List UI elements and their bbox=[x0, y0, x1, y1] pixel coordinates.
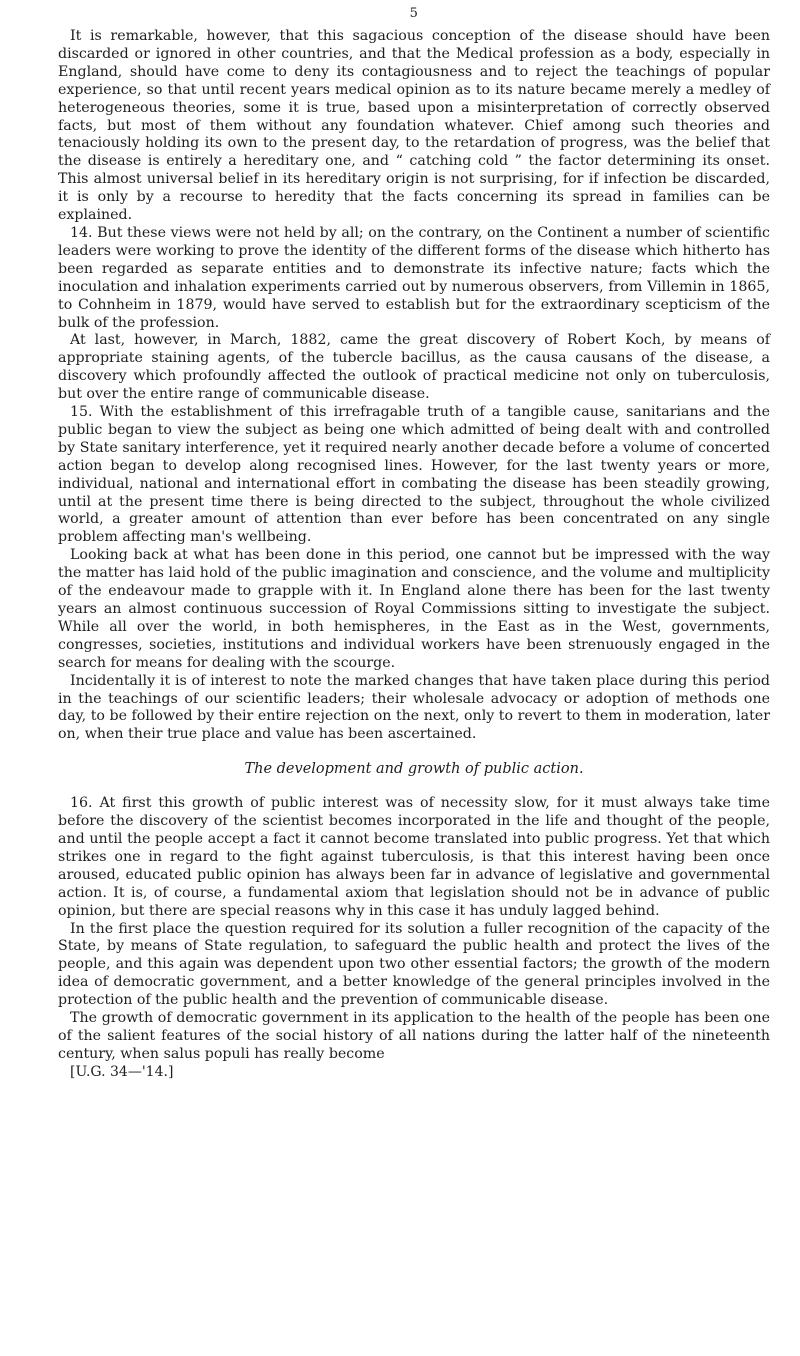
page-number: 5 bbox=[409, 6, 419, 21]
section-heading: The development and growth of public action. bbox=[244, 761, 584, 778]
paragraph: Looking back at what has been done in this period, one cannot but be impressed with the way the matter has laid hold of the public imagination and conscience, and the volume and multiplicity of the endeavour made to grapple with it. In England alone there has been for the last twenty years an almost continuous succession of Royal Commissions sitting to investigate the subject. While all over the world, in both hemispheres, in the East as in the West, governments, congresses, societies, institutions and individual workers have been strenuously engaged in the search for means for dealing with the scourge. bbox=[58, 547, 770, 671]
paragraph: At last, however, in March, 1882, came the great discovery of Robert Koch, by means of appropriate staining agents, of the tubercle bacillus, as the causa causans of the disease, a discovery which profoundly affected the outlook of practical medicine not only on tuberculosis, but over the entire range of communicable disease. bbox=[58, 332, 770, 403]
paragraph: 15. With the establishment of this irrefragable truth of a tangible cause, sanitarians and the public began to view the subject as being one which admitted of being dealt with and controlled by State sanitary interference, yet it required nearly another decade before a volume of concerted action began to develop along recognised lines. However, for the last twenty years or more, individual, national and international effort in combating the disease has been steadily growing, until at the present time there is being directed to the subject, throughout the whole civilized world, a greater amount of attention than ever before has been concentrated on any single problem affecting man's wellbeing. bbox=[58, 404, 770, 546]
body-text bbox=[58, 28, 770, 1082]
paragraph: In the first place the question required for its solution a fuller recognition of the capacity of the State, by means of State regulation, to safeguard the public health and protect the lives of the people, and this again was dependent upon two other essential factors; the growth of the modern idea of democratic government, and a better knowledge of the general principles involved in the protection of the public health and the prevention of communicable disease. bbox=[58, 920, 770, 1009]
paragraph: 16. At first this growth of public interest was of necessity slow, for it must always take time before the discovery of the scientist becomes incorporated in the life and thought of the people, and until the people accept a fact it cannot become translated into public progress. Yet that which strikes one in regard to the fight against tuberculosis, is that this interest having been once aroused, educated public opinion has always been far in advance of legislative and governmental action. It is, of course, a fundamental axiom that legislation should not be in advance of public opinion, but there are special reasons why in this case it has unduly lagged behind. bbox=[58, 795, 770, 919]
paragraph: 14. But these views were not held by all; on the contrary, on the Continent a number of scientific leaders were working to prove the identity of the different forms of the disease which hitherto has been regarded as separate entities and to demonstrate its infective nature; facts which the inoculation and inhalation experiments carried out by numerous observers, from Villemin in 1865, to Cohnheim in 1879, would have served to establish but for the extraordinary scepticism of the bulk of the profession. bbox=[58, 224, 770, 331]
paragraph: It is remarkable, however, that this sagacious conception of the disease should have been discarded or ignored in other countries, and that the Medical profession as a body, especially in England, should have come to deny its contagiousness and to reject the teachings of popular experience, so that until recent years medical opinion as to its nature became merely a medley of heterogeneous theories, some it is true, based upon a misinterpretation of correctly observed facts, but most of them without any foundation whatever. Chief among such theories and tenaciously holding its own to the present day, to the retardation of progress, was the belief that the disease is entirely a hereditary one, and “ catching cold ” the factor determining its onset. This almost universal belief in its hereditary origin is not surprising, for if infection be discarded, it is only by a recourse to heredity that the facts concerning its spread in families can be explained. bbox=[58, 28, 770, 224]
paragraph: The growth of democratic government in its application to the health of the people has been one of the salient features of the social history of all nations during the latter half of the nineteenth century, when salus populi has really become bbox=[58, 1010, 770, 1062]
paragraph: Incidentally it is of interest to note the marked changes that have taken place during this period in the teachings of our scientific leaders; their wholesale advocacy or adoption of methods one day, to be followed by their entire rejection on the next, only to revert to them in moderation, later on, when their true place and value has been ascertained. bbox=[58, 672, 770, 743]
print-reference: [U.G. 34—'14.] bbox=[70, 1063, 174, 1080]
